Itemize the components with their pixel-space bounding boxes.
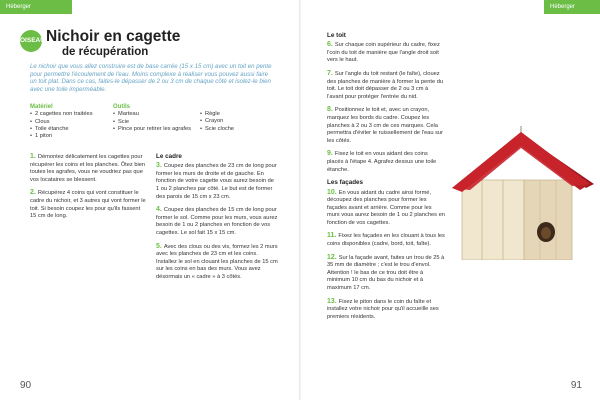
list-item: • 2 cagettes non traitées bbox=[30, 111, 108, 118]
step-text: Positionnez le toit et, avec un crayon, marquez les bords du cadre. Coupez les planches à 2 ou 3 cm de ces marques. Cela permettra d'éviter le ruissellement de l'eau sur les côtés. bbox=[327, 107, 443, 144]
step-text: Fixez le piton dans le coin du faîte et installez votre nichoir pour qu'il accueille ses premiers résidents. bbox=[327, 298, 439, 320]
step-number: 10. bbox=[327, 188, 337, 196]
page-subtitle: de récupération bbox=[62, 46, 149, 58]
intro-paragraph: Le nichoir que vous allez construire est de base carrée (15 x 15 cm) avec un toit en pente pour permettre l'écoulement de l'eau. Moins complexe à réaliser vous pouvez aussi faire un toit plat. Dans ce cas, faites-le dépasser de 2 ou 3 cm de chaque côté et isolez-le bien avec une toile imperméable. bbox=[30, 63, 272, 93]
step-item bbox=[156, 162, 278, 201]
section-tab: Héberger bbox=[0, 0, 72, 14]
left-page bbox=[0, 0, 299, 400]
birdhouse-illustration bbox=[448, 126, 594, 260]
list-item: • Clous bbox=[30, 119, 108, 126]
step-item bbox=[327, 298, 445, 322]
step-text: Coupez des planches de 23 cm de long pour former les murs de droite et de gauche. En fonction de votre cagette vous aurez besoin de 1 ou 2 planches par côté. Le but est de former des parois de 15 cm x 23 cm. bbox=[156, 163, 277, 200]
section-heading-facades: Les façades bbox=[327, 179, 364, 187]
step-text: Récupérez 4 coins qui vont constituer le cadre du nichoir, et 3 autres qui vont former le toit. Si besoin coupez les pour qu'ils fassent 15 cm de long. bbox=[30, 190, 146, 220]
step-number: 3. bbox=[156, 162, 162, 170]
list-item: • Toile étanche bbox=[30, 126, 108, 133]
step-text: Fixez le toit en vous aidant des coins placés à l'étape 4. Agrafez dessus une toile étanche. bbox=[327, 151, 437, 173]
section-tab: Héberger bbox=[544, 0, 600, 14]
step-text: Avec des clous ou des vis, formez les 2 murs avec les planches de 23 cm et les coins. Installez le sol en clouant les planches de 15 cm sur les coins en bas des murs. Vous avez désormais un « cadre » à 3 côtés. bbox=[156, 243, 278, 281]
step-number: 8. bbox=[327, 106, 333, 114]
outils-list-2 bbox=[200, 111, 270, 133]
list-item: • 1 piton bbox=[30, 133, 108, 140]
list-item: • Pince pour retirer les agrafes bbox=[113, 126, 193, 133]
step-text: Sur la façade avant, faites un trou de 25 à 35 mm de diamètre ; c'est le trou d'envol. Attention ! le bas de ce trou doit être à minimum 10 cm du bas du nichoir et à maximum 17 cm. bbox=[327, 254, 445, 292]
step-item bbox=[30, 189, 147, 220]
step-item bbox=[327, 70, 445, 101]
oiseau-badge-icon: OISEAU bbox=[20, 30, 42, 52]
step-item bbox=[327, 106, 445, 145]
step-text: Fixez les façades en les clouant à tous les coins disponibles (cadre, bord, toit, faîte). bbox=[327, 233, 445, 248]
step-number: 7. bbox=[327, 70, 333, 78]
step-text: En vous aidant du cadre ainsi formé, découpez des planches pour former les façades avant et arrière. Comme pour les murs vous aurez besoin de 1 ou 2 planches en fonction de vos cagettes. bbox=[327, 189, 445, 226]
list-item: • Scie bbox=[113, 119, 193, 126]
steps-column-3 bbox=[327, 32, 445, 326]
outils-heading: Outils bbox=[113, 104, 131, 110]
step-item bbox=[156, 206, 278, 237]
step-text: Coupez des planches de 15 cm de long pour former le sol. Comme pour les murs, vous aurez besoin de 1 ou 2 planches en fonction de vos cagettes. Le sol fait 15 x 15 cm. bbox=[156, 207, 278, 237]
page-number: 90 bbox=[20, 380, 32, 391]
step-item bbox=[327, 41, 445, 65]
step-number: 9. bbox=[327, 150, 333, 158]
section-heading-cadre: Le cadre bbox=[156, 153, 182, 160]
step-item bbox=[30, 153, 147, 184]
step-number: 6. bbox=[327, 41, 333, 49]
step-number: 2. bbox=[30, 189, 36, 197]
step-text: Démontez délicatement les cagettes pour récupérer les coins et les planches. Ôtez bien toutes les agrafes, vous ne voudriez pas que vos locataires se blessent. bbox=[30, 154, 146, 183]
outils-list bbox=[113, 111, 193, 133]
step-text: Sur chaque coin supérieur du cadre, fixez l'coin du toit de manière que l'angle droit soit vers le haut. bbox=[327, 42, 440, 64]
step-number: 11. bbox=[327, 232, 337, 240]
steps-column-2 bbox=[156, 153, 278, 287]
list-item: • Marteau bbox=[113, 111, 193, 118]
page-title: Nichoir en cagette bbox=[46, 28, 181, 45]
materiel-list bbox=[30, 111, 108, 140]
step-number: 13. bbox=[327, 297, 337, 305]
outils-block-2 bbox=[200, 111, 270, 133]
step-number: 12. bbox=[327, 253, 337, 261]
materiel-heading: Matériel bbox=[30, 104, 53, 110]
list-item: • Crayon bbox=[200, 118, 270, 125]
step-item bbox=[327, 254, 445, 293]
outils-block bbox=[113, 104, 193, 133]
step-number: 4. bbox=[156, 206, 162, 214]
step-number: 5. bbox=[156, 242, 162, 250]
step-item bbox=[327, 189, 445, 228]
step-item bbox=[327, 150, 445, 174]
step-text: Sur l'angle du toit restant (le faîte), clouez des planches de manière à former la pente du toit. Le toit doit dépasser de 2 ou 3 cm à l'avant pour protéger l'entrée du nid. bbox=[327, 71, 444, 100]
step-item bbox=[327, 232, 445, 248]
list-item: • Scie cloche bbox=[200, 126, 270, 133]
step-number: 1. bbox=[30, 153, 36, 160]
page-number: 91 bbox=[570, 380, 582, 391]
list-item: • Règle bbox=[200, 111, 270, 118]
step-item bbox=[156, 243, 278, 282]
materiel-block bbox=[30, 104, 108, 140]
section-heading-toit: Le toit bbox=[327, 32, 346, 39]
steps-column-1 bbox=[30, 153, 147, 226]
